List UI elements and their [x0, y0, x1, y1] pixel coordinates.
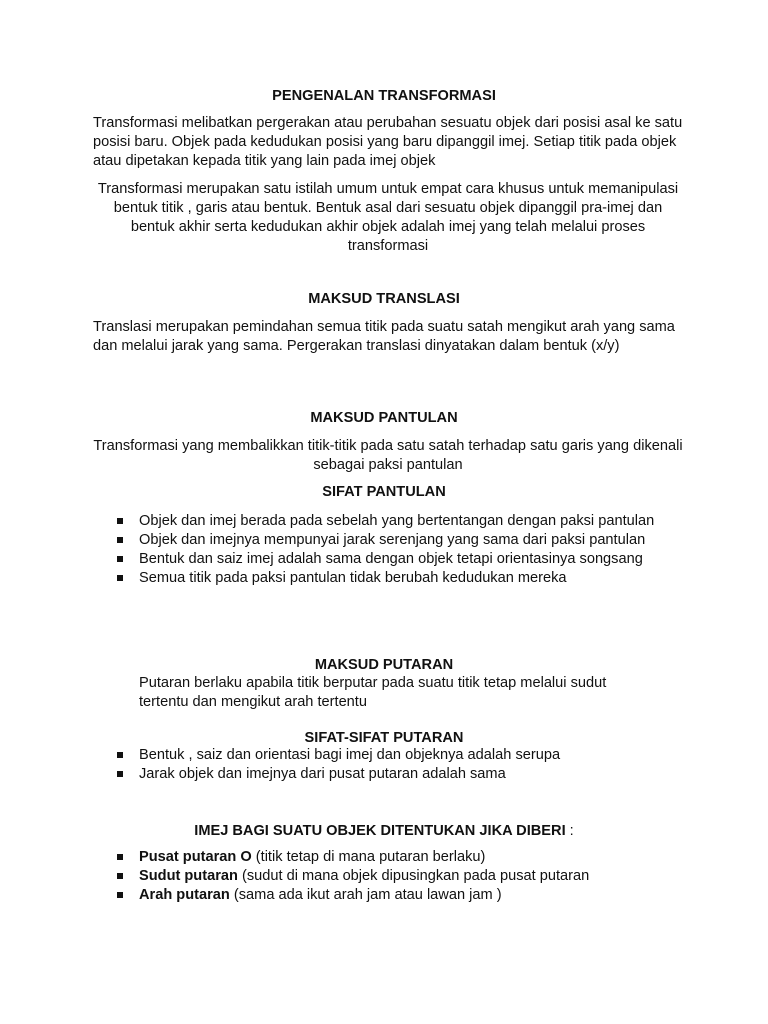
sifat-pantulan-list	[117, 512, 683, 588]
bullet-icon	[117, 556, 123, 562]
bullet-icon	[117, 537, 123, 543]
sifat-putaran-list	[117, 746, 683, 784]
list-item: Semua titik pada paksi pantulan tidak berubah kedudukan mereka	[117, 569, 683, 588]
intro-title: PENGENALAN TRANSFORMASI	[272, 88, 496, 104]
putaran-paragraph: Putaran berlaku apabila titik berputar pada suatu titik tetap melalui sudut tertentu dan mengikut arah tertentu	[139, 675, 607, 710]
list-item: Objek dan imejnya mempunyai jarak serenjang yang sama dari paksi pantulan	[117, 531, 683, 550]
list-item: Objek dan imej berada pada sebelah yang bertentangan dengan paksi pantulan	[117, 512, 683, 531]
bullet-icon	[117, 575, 123, 581]
bullet-icon	[117, 892, 123, 898]
list-item: Sudut putaran (sudut di mana objek dipusingkan pada pusat putaran	[117, 867, 683, 886]
putaran-title: MAKSUD PUTARAN	[314, 657, 454, 673]
translasi-paragraph: Translasi merupakan pemindahan semua titik pada suatu satah mengikut arah yang sama dan melalui jarak yang sama. Pergerakan translasi dinyatakan dalam bentuk (x/y)	[93, 319, 675, 354]
list-item: Bentuk , saiz dan orientasi bagi imej dan objeknya adalah serupa	[117, 746, 683, 765]
bullet-icon	[117, 518, 123, 524]
bullet-icon	[117, 854, 123, 860]
imej-title: IMEJ BAGI SUATU OBJEK DITENTUKAN JIKA DIBERI :	[194, 823, 574, 839]
intro-paragraph-1: Transformasi melibatkan pergerakan atau perubahan sesuatu objek dari posisi asal ke satu posisi baru. Objek pada kedudukan posisi yang baru dipanggil imej. Setiap titik pada objek atau dipetakan kepada titik yang lain pada imej objek	[93, 115, 683, 169]
imej-list	[117, 848, 683, 905]
intro-paragraph-2: Transformasi merupakan satu istilah umum untuk empat cara khusus untuk memanipulasi bentuk titik , garis atau bentuk. Bentuk asal dari sesuatu objek dipanggil pra-imej dan bentuk akhir serta kedudukan akhir objek adalah imej yang telah melalui proses transformasi	[97, 181, 679, 254]
list-item: Jarak objek dan imejnya dari pusat putaran adalah sama	[117, 765, 683, 784]
pantulan-paragraph: Transformasi yang membalikkan titik-titik pada satu satah terhadap satu garis yang dikenali sebagai paksi pantulan	[93, 438, 683, 473]
bullet-icon	[117, 752, 123, 758]
pantulan-title: MAKSUD PANTULAN	[310, 410, 458, 426]
list-item: Bentuk dan saiz imej adalah sama dengan objek tetapi orientasinya songsang	[117, 550, 683, 569]
sifat-pantulan-title: SIFAT PANTULAN	[322, 484, 446, 500]
translasi-title: MAKSUD TRANSLASI	[308, 291, 460, 307]
bullet-icon	[117, 771, 123, 777]
sifat-putaran-title: SIFAT-SIFAT PUTARAN	[304, 730, 464, 746]
bullet-icon	[117, 873, 123, 879]
list-item: Arah putaran (sama ada ikut arah jam atau lawan jam )	[117, 886, 683, 905]
list-item: Pusat putaran O (titik tetap di mana putaran berlaku)	[117, 848, 683, 867]
